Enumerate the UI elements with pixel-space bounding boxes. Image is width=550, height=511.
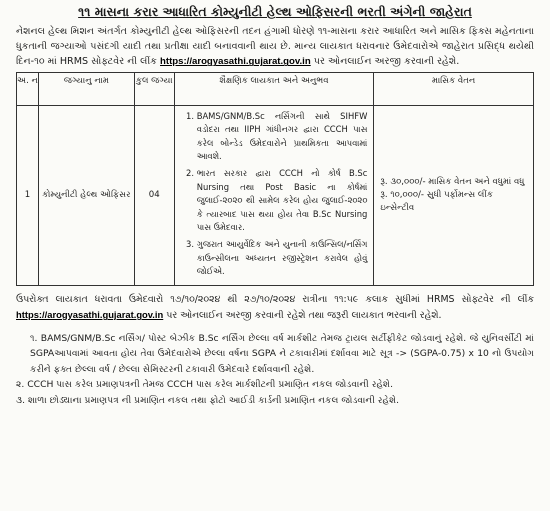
- cell-post-name: કોમ્યુનીટી હેલ્થ ઓફિસર: [38, 105, 134, 285]
- cell-monthly-pay: રૂ. ૩૦,૦૦૦/- માસિક વેતન અને વધુમાં વધુ રૂ. ૧૦,૦૦૦/- સુધી પર્ફોમન્સ લીંક ઇન્સેન્ટીવ: [374, 105, 534, 285]
- note-item: ૩. શાળા છોડ્યાના પ્રમાણપત્ર ની પ્રમાણિત નકલ તથા ફોટો આઈડી કાર્ડની પ્રમાણિત નકલ જોડવાની રહેશે.: [16, 394, 400, 406]
- posts-table: [16, 72, 534, 286]
- header-post-name: જગ્યાનુ નામ: [38, 72, 134, 105]
- note-item: ૧. BAMS/GNM/B.Sc નર્સિંગ/ પોસ્ટ બેઝીક B.Sc નર્સિંગ છેલ્લા વર્ષ માર્કશીટ તેમજ ટ્રાયલ સર્ટીફીકેટ જોડવાનું રહેશે. જે યુનિવર્સીટી માં SGPAઆપવામાં આવતા હોય તેવા ઉમેદવારોએ છેલ્લા વર્ષના SGPA ને ટકાવારીમાં દર્શાવવા માટે સૂત્ર -> (SGPA-0.75) x 10 નો ઉપયોગ કરીને ફક્ત છેલ્લા વર્ષ / છેલ્લા સેમિસ્ટરની ટકાવારી ઉમેદવારે દર્શાવવાની રહેશે.: [30, 332, 534, 375]
- cell-qualification: [174, 105, 374, 285]
- header-total-posts: કુલ જગ્યા: [134, 72, 174, 105]
- qualification-item: 3. ગુજરાત આયુર્વેદિક અને યુનાની કાઉન્સિલ/નર્સિંગ કાઉન્સીલના અધ્યતન રજીસ્ટ્રેશન કરાવેલ હોવું જોઈએ.: [197, 238, 368, 279]
- table-row: [17, 105, 534, 285]
- application-tail: પર ઓનલાઈન અરજી કરવાની રહેશે તથા જરૂરી લાયકાત ભરવાની રહેશે.: [163, 310, 442, 322]
- qualification-item: 1. BAMS/GNM/B.Sc નર્સિંગની સાથે SIHFW વડોદરા તથા IIPH ગાંધીનગર દ્વારા CCCH પાસ કરેલ બોન્ડેડ ઉમેદવારોને પ્રાથમિકતા આપવામાં આવશે.: [197, 110, 368, 164]
- cell-no: 1: [17, 105, 39, 285]
- note-item: ૨. CCCH પાસ કરેલ પ્રમાણપત્રની તેમજ CCCH પાસ કરેલ માર્કશીટની પ્રમાણિત નકલ જોડવાની રહેશે.: [16, 379, 394, 391]
- intro-tail: પર ઓનલાઈન અરજી કરવાની રહેશે.: [310, 56, 460, 68]
- application-link[interactable]: https://arogyasathi.gujarat.gov.in: [16, 309, 164, 321]
- notice-title: ૧૧ માસના કરાર આધારિત કોમ્યુનીટી હેલ્થ ઓફિસરની ભરતી અંગેની જાહેરાત: [78, 4, 472, 19]
- qualification-item: 2. ભારત સરકાર દ્વારા CCCH નો કોર્ષ B.Sc Nursing તથા Post Basic ના કોર્ષમાં જુલાઈ-૨૦૨૦ થી સામેલ કરેલ હોય જુલાઈ-૨૦૨૦ કે ત્યારબાદ પાસ થયા હોય તેવા B.Sc Nursing પાસ ઉમેદવાર.: [197, 167, 368, 235]
- intro-text: નેશનલ હેલ્થ મિશન અંતર્ગત કોમ્યુનીટી હેલ્થ ઓફિસરની તદન હંગામી ધોરણે ૧૧-માસના કરાર આધારિત અને માસિક ફિક્સ મહેનતાના ધુકતાની જગ્યાઓ પસંદગી યાદી તથા પ્રતીક્ષા યાદી બનાવવાની થાય છે. માન્ય લાયકાત ધરાવનાર ઉમેદવારોએ જાહેરાત પ્રસિદ્ધ થયેથી દિન-૧૦ માં HRMS સોફ્ટવેર ની લીંક: [16, 26, 534, 68]
- table-header-row: [17, 72, 534, 105]
- header-monthly-pay: માસિક વેતન: [374, 72, 534, 105]
- application-text: ઉપરોક્ત લાયકાત ધરાવતા ઉમેદવારો ૧૭/૧૦/૨૦૨૪ થી ૨૭/૧૦/૨૦૨૪ રાત્રીના ૧૧:૫૯ કલાક સુધીમાં HRMS સોફ્ટવેર ની લીંક: [16, 293, 534, 305]
- intro-link[interactable]: https://arogyasathi.gujarat.gov.in: [160, 56, 311, 68]
- cell-total-posts: 04: [134, 105, 174, 285]
- qualification-list: [179, 110, 368, 279]
- header-no: અ. ન: [17, 72, 39, 105]
- notes-list: [16, 331, 534, 409]
- intro-paragraph: [16, 24, 534, 70]
- application-paragraph: [16, 292, 534, 324]
- header-qualification: શૈક્ષણિક લાયકાત અને અનુભવ: [174, 72, 374, 105]
